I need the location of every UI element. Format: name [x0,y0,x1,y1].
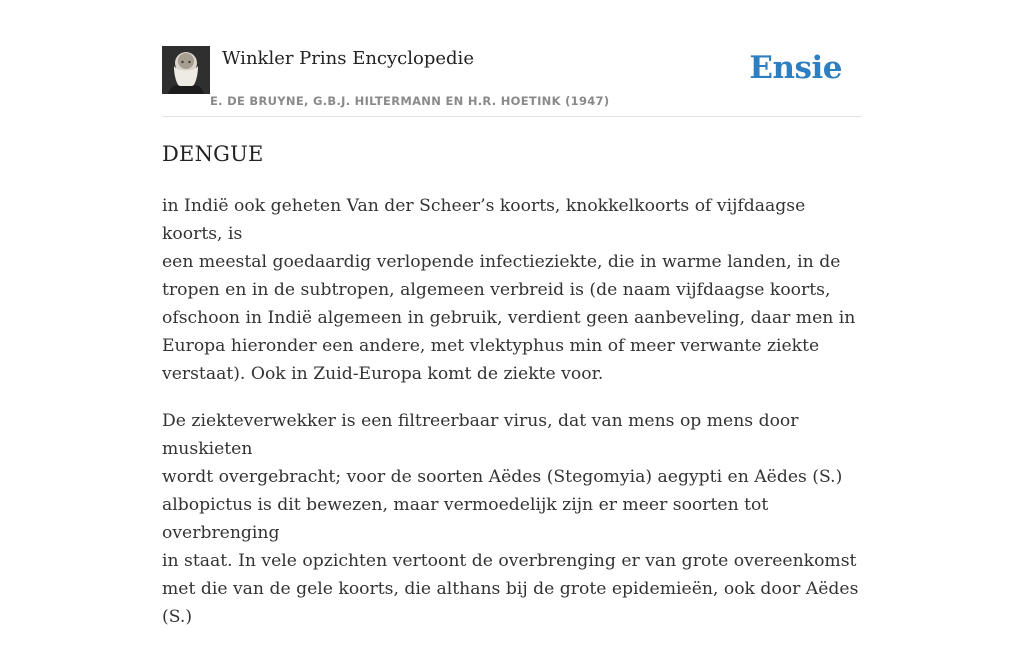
author-avatar[interactable] [162,46,210,94]
portrait-icon [162,46,210,94]
entry-title: DENGUE [162,142,264,166]
source-authors: E. DE BRUYNE, G.B.J. HILTERMANN EN H.R. HOETINK (1947) [210,94,610,108]
source-title[interactable]: Winkler Prins Encyclopedie [222,48,474,69]
article-body [162,192,862,650]
ensie-logo[interactable]: Ensie [749,50,842,86]
article-paragraph: in Indië ook geheten Van der Scheer’s koorts, knokkelkoorts of vijfdaagse koorts, is een meestal goedaardig verlopende infectieziekte, die in warme landen, in de tropen en in de subtropen, algemeen verbreid is (de naam vijfdaagse koorts, ofschoon in Indië algemeen in gebruik, verdient geen aanbeveling, daar men in Europa hieronder een andere, met vlektyphus min of meer verwante ziekte verstaat). Ook in Zuid-Europa komt de ziekte voor. [162,196,856,384]
page [162,0,862,627]
source-header [162,44,862,117]
article-paragraph: De ziekteverwekker is een filtreerbaar virus, dat van mens op mens door muskieten wordt overgebracht; voor de soorten Aëdes (Stegomyia) aegypti en Aëdes (S.) albopictus is dit bewezen, maar vermoedelijk zijn er meer soorten tot overbrenging in staat. In vele opzichten vertoont de overbrenging er van grote overeenkomst met die van de gele koorts, die althans bij de grote epidemieën, ook door Aëdes (S.) [162,411,859,627]
